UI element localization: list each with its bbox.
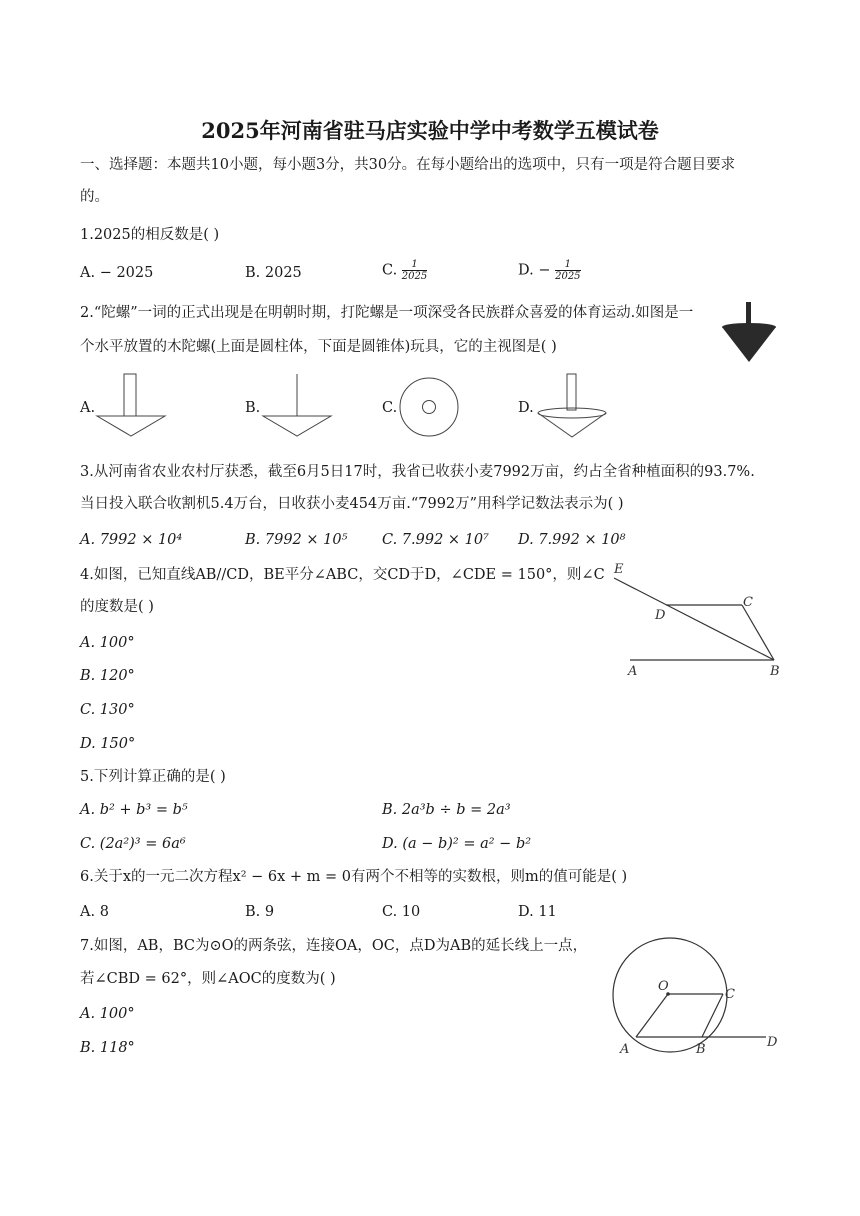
q6-option-d: D. 11 [518,904,557,920]
q4-label-e: E [614,562,624,577]
q4-label-c: C [743,595,753,610]
q2-option-b-figure [258,372,338,442]
q3-option-d: D. 7.992 × 10⁸ [518,532,626,548]
q6-option-c: C. 10 [382,904,421,920]
q2-stem-line2: 个水平放置的木陀螺(上面是圆柱体，下面是圆锥体)玩具，它的主视图是( ) [80,339,557,355]
q6-stem: 6.关于x的一元二次方程x² − 6x + m = 0有两个不相等的实数根，则m的值可能是( ) [80,869,628,885]
q1-option-c-denominator: 2025 [401,271,428,282]
q3-option-a: A. 7992 × 10⁴ [80,532,183,548]
section-instructions-line2: 的。 [80,189,109,205]
q2-option-d-figure [532,372,614,442]
q4-option-a: A. 100° [80,635,135,651]
q1-option-c-prefix: C. [382,262,398,279]
q2-option-a-label: A. [80,400,96,416]
q4-label-b: B [770,664,780,679]
q7-label-c: C [725,987,735,1002]
q7-figure [606,930,792,1062]
q1-option-d-denominator: 2025 [555,271,581,282]
q7-stem-line1: 7.如图，AB，BC为⊙O的两条弦，连接OA，OC，点D为AB的延长线上一点， [80,938,588,954]
q2-option-c-label: C. [382,400,398,416]
q4-stem-line1: 4.如图，已知直线AB//CD，BE平分∠ABC，交CD于D，∠CDE = 150°，则∠C [80,567,605,583]
q2-option-d-label: D. [518,400,534,416]
q5-option-c: C. (2a²)³ = 6a⁶ [80,836,186,852]
q4-figure [606,556,792,684]
q7-option-a: A. 100° [80,1006,135,1022]
page-title: 2025年河南省驻马店实验中学中考数学五模试卷 [201,118,659,143]
q5-option-d: D. (a − b)² = a² − b² [382,836,532,852]
q4-option-d: D. 150° [80,736,136,752]
q2-option-c-figure [396,376,462,438]
q5-option-b: B. 2a³b ÷ b = 2a³ [382,802,511,818]
q7-label-b: B [696,1042,706,1057]
q1-stem: 1.2025的相反数是( ) [80,227,220,243]
q4-option-c: C. 130° [80,702,135,718]
q2-stem-line1: 2.“陀螺”一词的正式出现是在明朝时期，打陀螺是一项深受各民族群众喜爱的体育运动.如图是一 [80,305,694,321]
q7-label-a: A [620,1042,630,1057]
q1-option-b: B. 2025 [245,265,302,281]
q3-option-c: C. 7.992 × 10⁷ [382,532,489,548]
q4-label-a: A [628,664,638,679]
q4-stem-line2: 的度数是( ) [80,599,154,615]
q1-option-d-fraction [555,259,580,282]
section-instructions-line1: 一、选择题：本题共10小题，每小题3分，共30分。在每小题给出的选项中，只有一项是符合题目要求 [80,157,736,173]
q3-stem-line1: 3.从河南省农业农村厅获悉，截至6月5日17时，我省已收获小麦7992万亩，约占全省种植面积的93.7%. [80,464,755,480]
q6-option-b: B. 9 [245,904,275,920]
q3-option-b: B. 7992 × 10⁵ [245,532,348,548]
q7-label-d: D [767,1035,778,1050]
q6-option-a: A. 8 [80,904,109,920]
q1-option-c [382,259,427,282]
q1-option-a: A. − 2025 [80,265,154,281]
q7-option-b: B. 118° [80,1040,135,1056]
q7-label-o: O [658,979,669,994]
q4-label-d: D [655,608,666,623]
q5-option-a: A. b² + b³ = b⁵ [80,802,188,818]
q5-stem: 5.下列计算正确的是( ) [80,769,226,785]
q1-option-d-numerator: 1 [555,259,580,271]
q3-stem-line2: 当日投入联合收割机5.4万台，日收获小麦454万亩.“7992万”用科学记数法表示为( ) [80,496,624,512]
top-figure [718,300,782,366]
q7-stem-line2: 若∠CBD = 62°，则∠AOC的度数为( ) [80,971,336,987]
q1-option-c-numerator: 1 [402,259,427,271]
q4-option-b: B. 120° [80,668,135,684]
q2-option-a-figure [92,372,172,442]
q1-option-d [518,259,581,282]
q1-option-d-prefix: D. − [518,262,551,279]
q2-option-b-label: B. [245,400,261,416]
q1-option-c-fraction [402,259,427,282]
